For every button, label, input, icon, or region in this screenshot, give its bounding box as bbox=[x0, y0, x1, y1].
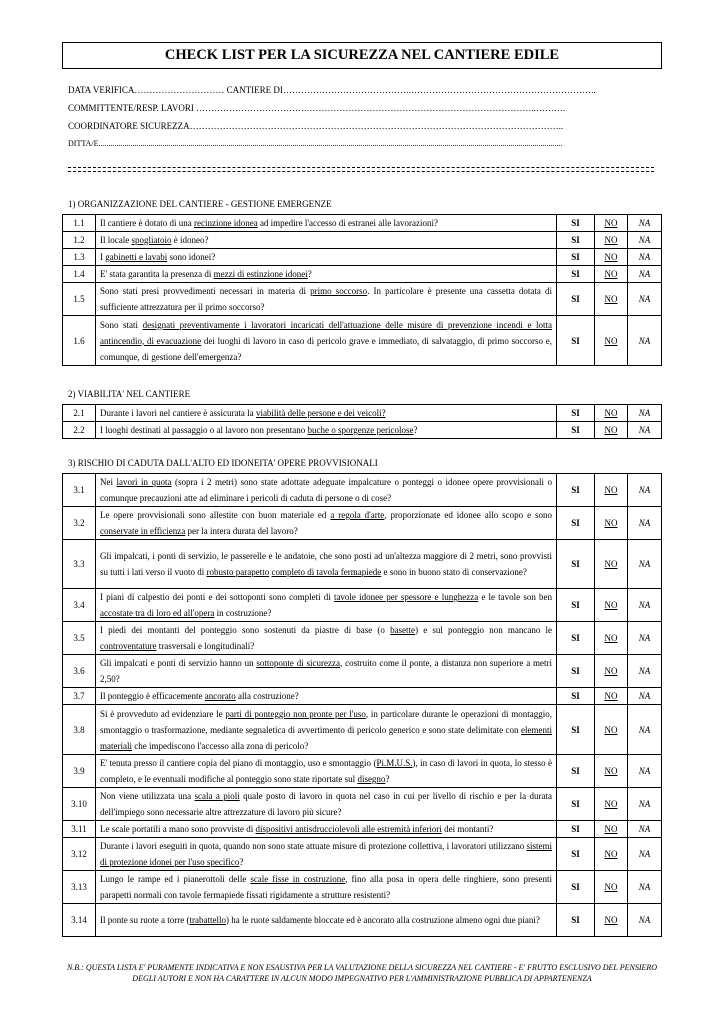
item-number: 3.7 bbox=[63, 688, 96, 705]
item-number: 3.6 bbox=[63, 655, 96, 688]
checklist-row bbox=[63, 232, 662, 249]
checklist-row bbox=[63, 540, 662, 589]
item-number: 1.5 bbox=[63, 283, 96, 316]
checklist-row bbox=[63, 838, 662, 871]
answer-na-option[interactable]: NA bbox=[628, 422, 662, 439]
item-question: Non viene utilizzata una scala a pioli quale posto di lavoro in quota nel caso in cui per livello di rischio e per la durata dell'impiego sono necessarie altre attrezzature di lavoro più sicure? bbox=[96, 788, 557, 821]
item-question: Le opere provvisionali sono allestite con buon materiale ed a regola d'arte, proporzionate ed idonee allo scopo e sono conservate in efficienza per la intera durata del lavoro? bbox=[96, 507, 557, 540]
answer-si-option[interactable]: SI bbox=[557, 821, 595, 838]
section-3-title: 3) RISCHIO DI CADUTA DALL'ALTO ED IDONEITA' OPERE PROVVISIONALI bbox=[68, 458, 378, 468]
section-3-table bbox=[62, 473, 662, 937]
answer-no-option[interactable]: NO bbox=[595, 266, 628, 283]
header-ditta: DITTA/E........................................................................................................................................................................................................................................ bbox=[68, 139, 563, 148]
checklist-row bbox=[63, 266, 662, 283]
item-number: 2.2 bbox=[63, 422, 96, 439]
answer-si-option[interactable]: SI bbox=[557, 871, 595, 904]
answer-na-option[interactable]: NA bbox=[628, 688, 662, 705]
item-question: Si è provveduto ad evidenziare le parti di ponteggio non pronte per l'uso, in particolare durante le operazioni di montaggio, smontaggio o trasformazione, mediante segnaletica di avvertimento di pericolo generico e sono state delimitate con elementi materiali che impediscono l'accesso alla zona di pericolo? bbox=[96, 705, 557, 755]
answer-no-option[interactable]: NO bbox=[595, 688, 628, 705]
answer-na-option[interactable]: NA bbox=[628, 838, 662, 871]
checklist-row bbox=[63, 316, 662, 366]
answer-no-option[interactable]: NO bbox=[595, 507, 628, 540]
answer-si-option[interactable]: SI bbox=[557, 405, 595, 422]
answer-no-option[interactable]: NO bbox=[595, 249, 628, 266]
checklist-row bbox=[63, 821, 662, 838]
page-title: CHECK LIST PER LA SICUREZZA NEL CANTIERE EDILE bbox=[62, 42, 662, 69]
checklist-row bbox=[63, 283, 662, 316]
answer-si-option[interactable]: SI bbox=[557, 622, 595, 655]
answer-si-option[interactable]: SI bbox=[557, 589, 595, 622]
checklist-row bbox=[63, 655, 662, 688]
answer-si-option[interactable]: SI bbox=[557, 249, 595, 266]
checklist-row bbox=[63, 215, 662, 232]
item-number: 3.11 bbox=[63, 821, 96, 838]
item-question: Il ponte su ruote a torre (trabattello) ha le ruote saldamente bloccate ed è ancorato alla costruzione almeno ogni due piani? bbox=[96, 904, 557, 937]
item-number: 1.6 bbox=[63, 316, 96, 366]
item-question: I luoghi destinati al passaggio o al lavoro non presentano buche o sporgenze pericolose? bbox=[96, 422, 557, 439]
checklist-row bbox=[63, 422, 662, 439]
item-question: Gli impalcati e ponti di servizio hanno un sottoponte di sicurezza, costruito come il ponte, a distanza non superiore a metri 2,50? bbox=[96, 655, 557, 688]
checklist-row bbox=[63, 688, 662, 705]
answer-na-option[interactable]: NA bbox=[628, 266, 662, 283]
answer-si-option[interactable]: SI bbox=[557, 688, 595, 705]
answer-na-option[interactable]: NA bbox=[628, 316, 662, 366]
answer-na-option[interactable]: NA bbox=[628, 283, 662, 316]
answer-si-option[interactable]: SI bbox=[557, 904, 595, 937]
answer-si-option[interactable]: SI bbox=[557, 283, 595, 316]
item-number: 1.2 bbox=[63, 232, 96, 249]
answer-no-option[interactable]: NO bbox=[595, 821, 628, 838]
answer-no-option[interactable]: NO bbox=[595, 788, 628, 821]
answer-na-option[interactable]: NA bbox=[628, 821, 662, 838]
answer-si-option[interactable]: SI bbox=[557, 474, 595, 507]
item-question: Nei lavori in quota (sopra i 2 metri) sono state adottate adeguate impalcature o ponteggi o idonee opere provvisionali o comunque precauzioni atte ad eliminare i pericoli di caduta di persone o di cose? bbox=[96, 474, 557, 507]
item-number: 3.5 bbox=[63, 622, 96, 655]
checklist-row bbox=[63, 705, 662, 755]
separator-line bbox=[68, 167, 654, 172]
section-1-title: 1) ORGANIZZAZIONE DEL CANTIERE - GESTIONE EMERGENZE bbox=[68, 199, 332, 209]
answer-si-option[interactable]: SI bbox=[557, 316, 595, 366]
section-2-table bbox=[62, 404, 662, 439]
item-number: 3.13 bbox=[63, 871, 96, 904]
answer-no-option[interactable]: NO bbox=[595, 405, 628, 422]
item-number: 3.3 bbox=[63, 540, 96, 589]
header-committente: COMMITTENTE/RESP. LAVORI ……………………………….…………………………………………………………………..………. bbox=[68, 103, 566, 113]
answer-si-option[interactable]: SI bbox=[557, 232, 595, 249]
item-question: Lungo le rampe ed i pianerottoli delle scale fisse in costruzione, fino alla posa in opera delle ringhiere, sono presenti parapetti normali con tavole fermapiede fissati rigidamente a strutture resistenti? bbox=[96, 871, 557, 904]
checklist-row bbox=[63, 405, 662, 422]
checklist-row bbox=[63, 507, 662, 540]
item-question: Gli impalcati, i ponti di servizio, le passerelle e le andatoie, che sono posti ad un'altezza maggiore di 2 metri, sono provvisti su tutti i lati verso il vuoto di robusto parapetto completo di tavola fermapiede e sono in buono stato di conservazione? bbox=[96, 540, 557, 589]
item-number: 1.1 bbox=[63, 215, 96, 232]
answer-no-option[interactable]: NO bbox=[595, 474, 628, 507]
answer-na-option[interactable]: NA bbox=[628, 249, 662, 266]
header-data-verifica-cantiere: DATA VERIFICA………………………… CANTIERE DI…………………………………….…………………………………………………….. bbox=[68, 85, 596, 95]
item-number: 2.1 bbox=[63, 405, 96, 422]
item-number: 1.3 bbox=[63, 249, 96, 266]
answer-na-option[interactable]: NA bbox=[628, 755, 662, 788]
item-number: 3.2 bbox=[63, 507, 96, 540]
item-number: 3.9 bbox=[63, 755, 96, 788]
answer-na-option[interactable]: NA bbox=[628, 507, 662, 540]
answer-na-option[interactable]: NA bbox=[628, 705, 662, 755]
item-question: Il locale spogliatoio è idoneo? bbox=[96, 232, 557, 249]
answer-na-option[interactable]: NA bbox=[628, 474, 662, 507]
item-question: I gabinetti e lavabi sono idonei? bbox=[96, 249, 557, 266]
checklist-row bbox=[63, 755, 662, 788]
checklist-row bbox=[63, 622, 662, 655]
answer-na-option[interactable]: NA bbox=[628, 622, 662, 655]
item-number: 3.10 bbox=[63, 788, 96, 821]
footer-note: N.B.: QUESTA LISTA E' PURAMENTE INDICATIVA E NON ESAUSTIVA PER LA VALUTAZIONE DELLA SICUREZZA NEL CANTIERE - E' FRUTTO ESCLUSIVO DEL PENSIERO DEGLI AUTORI E NON HA CARATTERE IN ALCUN MODO IMPEGNATIVO PER L'AMMINISTRAZIONE PUBBLICA DI APPARTENENZA bbox=[66, 963, 658, 983]
header-coordinatore: COORDINATORE SICUREZZA…………………………………………………………………………………………………………….. bbox=[68, 121, 564, 131]
item-question: Durante i lavori eseguiti in quota, quando non sono state attuate misure di protezione collettiva, i lavoratori utilizzano sistemi di protezione idonei per l'uso specifico? bbox=[96, 838, 557, 871]
answer-si-option[interactable]: SI bbox=[557, 788, 595, 821]
answer-si-option[interactable]: SI bbox=[557, 755, 595, 788]
answer-na-option[interactable]: NA bbox=[628, 405, 662, 422]
item-question: Il cantiere è dotato di una recinzione idonea ad impedire l'accesso di estranei alle lavorazioni? bbox=[96, 215, 557, 232]
answer-si-option[interactable]: SI bbox=[557, 215, 595, 232]
item-number: 3.4 bbox=[63, 589, 96, 622]
answer-si-option[interactable]: SI bbox=[557, 422, 595, 439]
answer-si-option[interactable]: SI bbox=[557, 540, 595, 589]
checklist-row bbox=[63, 474, 662, 507]
answer-na-option[interactable]: NA bbox=[628, 540, 662, 589]
answer-si-option[interactable]: SI bbox=[557, 838, 595, 871]
answer-na-option[interactable]: NA bbox=[628, 215, 662, 232]
answer-no-option[interactable]: NO bbox=[595, 705, 628, 755]
answer-na-option[interactable]: NA bbox=[628, 232, 662, 249]
item-number: 3.14 bbox=[63, 904, 96, 937]
answer-no-option[interactable]: NO bbox=[595, 655, 628, 688]
answer-na-option[interactable]: NA bbox=[628, 904, 662, 937]
answer-si-option[interactable]: SI bbox=[557, 655, 595, 688]
answer-no-option[interactable]: NO bbox=[595, 215, 628, 232]
item-number: 3.1 bbox=[63, 474, 96, 507]
answer-no-option[interactable]: NO bbox=[595, 589, 628, 622]
item-question: I piani di calpestio dei ponti e dei sottoponti sono completi di tavole idonee per spessore e lunghezza e le tavole son ben accostate tra di loro ed all'opera in costruzione? bbox=[96, 589, 557, 622]
item-question: E' stata garantita la presenza di mezzi di estinzione idonei? bbox=[96, 266, 557, 283]
answer-na-option[interactable]: NA bbox=[628, 788, 662, 821]
answer-no-option[interactable]: NO bbox=[595, 871, 628, 904]
answer-no-option[interactable]: NO bbox=[595, 755, 628, 788]
checklist-row bbox=[63, 871, 662, 904]
item-question: I piedi dei montanti del ponteggio sono sostenuti da piastre di base (o basette) e sul ponteggio non mancano le controventature trasversali e longitudinali? bbox=[96, 622, 557, 655]
checklist-row bbox=[63, 589, 662, 622]
item-question: Sono stati designati preventivamente i lavoratori incaricati dell'attuazione delle misure di prevenzione incendi e lotta antincendio, di evacuazione dei luoghi di lavoro in caso di pericolo grave e immediato, di salvataggio, di primo soccorso e, comunque, di gestione dell'emergenza? bbox=[96, 316, 557, 366]
item-question: E' tenuta presso il cantiere copia del piano di montaggio, uso e smontaggio (Pi.M.U.S.), in caso di lavori in quota, lo stesso è completo, e le eventuali modifiche al ponteggio sono state riportate sul disegno? bbox=[96, 755, 557, 788]
item-number: 3.8 bbox=[63, 705, 96, 755]
item-number: 1.4 bbox=[63, 266, 96, 283]
section-2-title: 2) VIABILITA' NEL CANTIERE bbox=[68, 389, 191, 399]
answer-no-option[interactable]: NO bbox=[595, 838, 628, 871]
answer-na-option[interactable]: NA bbox=[628, 655, 662, 688]
section-1-table bbox=[62, 214, 662, 366]
answer-na-option[interactable]: NA bbox=[628, 871, 662, 904]
answer-no-option[interactable]: NO bbox=[595, 622, 628, 655]
answer-si-option[interactable]: SI bbox=[557, 705, 595, 755]
answer-no-option[interactable]: NO bbox=[595, 904, 628, 937]
answer-no-option[interactable]: NO bbox=[595, 232, 628, 249]
checklist-row bbox=[63, 904, 662, 937]
item-question: Durante i lavori nel cantiere è assicurata la viabilità delle persone e dei veicoli? bbox=[96, 405, 557, 422]
answer-no-option[interactable]: NO bbox=[595, 316, 628, 366]
answer-si-option[interactable]: SI bbox=[557, 507, 595, 540]
item-question: Sono stati presi provvedimenti necessari in materia di primo soccorso. In particolare è presente una cassetta dotata di sufficiente attrezzatura per il primo soccorso? bbox=[96, 283, 557, 316]
item-question: Il ponteggio è efficacemente ancorato alla costruzione? bbox=[96, 688, 557, 705]
answer-na-option[interactable]: NA bbox=[628, 589, 662, 622]
item-number: 3.12 bbox=[63, 838, 96, 871]
checklist-row bbox=[63, 249, 662, 266]
answer-no-option[interactable]: NO bbox=[595, 540, 628, 589]
answer-si-option[interactable]: SI bbox=[557, 266, 595, 283]
item-question: Le scale portatili a mano sono provviste di dispositivi antisdrucciolevoli alle estremità inferiori dei montanti? bbox=[96, 821, 557, 838]
answer-no-option[interactable]: NO bbox=[595, 283, 628, 316]
answer-no-option[interactable]: NO bbox=[595, 422, 628, 439]
checklist-row bbox=[63, 788, 662, 821]
